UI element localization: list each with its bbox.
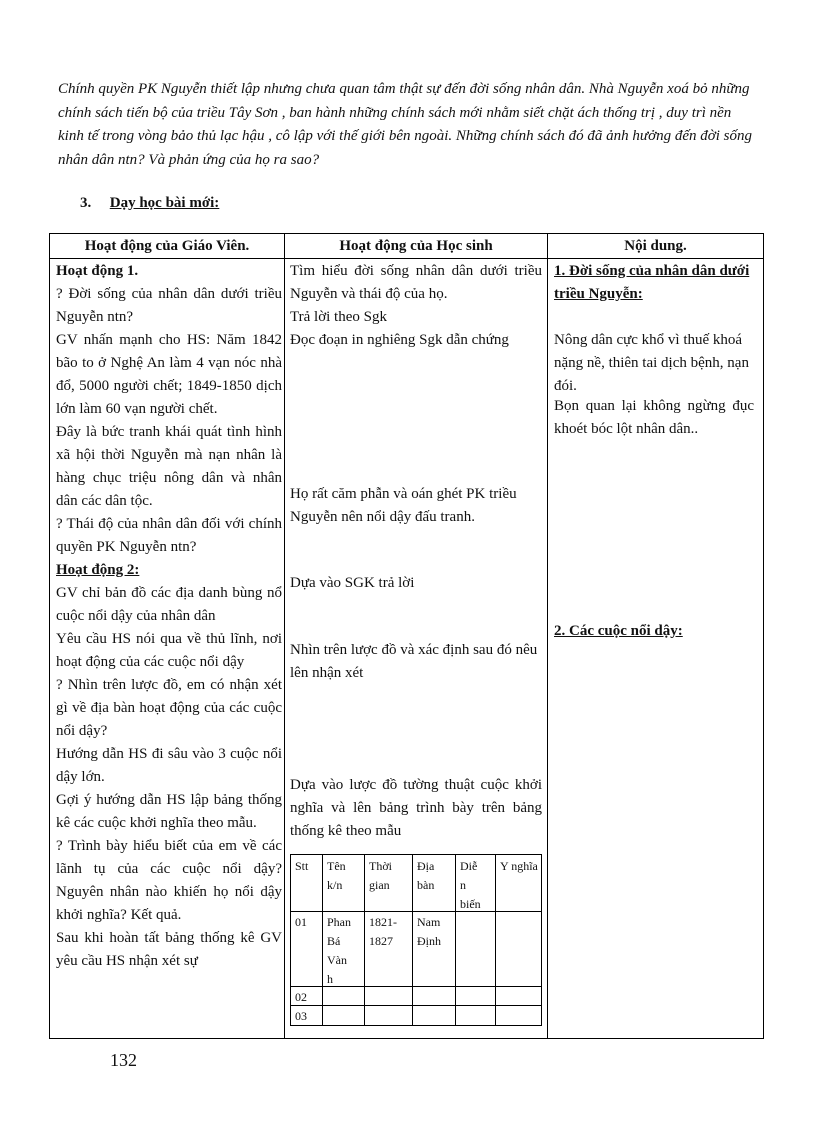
lesson-table — [49, 233, 764, 1039]
content-heading-1: 1. Đời sống của nhân dân dưới triều Nguyễn: — [554, 263, 750, 302]
stats-cell: 03 — [295, 1009, 307, 1023]
teacher-text: ? Trình bày hiểu biết của em về các lãnh tụ của các cuộc nổi dậy? Nguyên nhân nào khiến họ nổi dậy khởi nghĩa? Kết quả. — [56, 838, 282, 923]
stats-cell: 1821-1827 — [369, 915, 397, 948]
activity-2-title: Hoạt động 2: — [56, 562, 140, 578]
stats-cell: Phan Bá Vàn h — [327, 915, 351, 986]
stats-col-divider — [495, 855, 496, 1025]
teacher-text: Gợi ý hướng dẫn HS lập bảng thống kê các cuộc khởi nghĩa theo mẫu. — [56, 792, 282, 831]
section-title: Dạy học bài mới: — [109, 195, 220, 211]
stats-header: Diễ n biến — [460, 859, 481, 911]
student-text: Dựa vào SGK trả lời — [290, 575, 415, 591]
content-heading-2: 2. Các cuộc nổi dậy: — [554, 623, 683, 639]
teacher-text: Đây là bức tranh khái quát tình hình xã hội thời Nguyễn mà nạn nhân là hàng chục triệu nông dân và nhân dân các dân tộc. — [56, 424, 282, 509]
content-text: Bọn quan lại không ngừng đục khoét bóc lột nhân dân.. — [554, 398, 754, 437]
stats-cell: Nam Định — [417, 915, 441, 948]
stats-row-divider — [291, 1005, 541, 1006]
intro-paragraph: Chính quyền PK Nguyễn thiết lập nhưng chưa quan tâm thật sự đến đời sống nhân dân. Nhà Nguyễn xoá bỏ những chính sách tiến bộ của triều Tây Sơn , ban hành những chính sách mới nhằm siết chặt ách thống trị , duy trì nền kinh tế trong vòng bảo thủ lạc hậu , cô lập với thế giới bên ngoài. Những chính sách đó đã ảnh hưởng đến đời sống nhân dân ntn? Và phản ứng của họ ra sao? — [58, 81, 753, 168]
student-text: Trả lời theo Sgk — [290, 309, 387, 325]
header-teacher: Hoạt động của Giáo Viên. — [50, 234, 284, 259]
stats-cell: 01 — [295, 915, 307, 929]
student-text: Dựa vào lược đồ tường thuật cuộc khởi nghĩa và lên bảng trình bày trên bảng thống kê theo mẫu — [290, 777, 542, 839]
stats-table — [290, 854, 542, 1026]
student-text: Tìm hiểu đời sống nhân dân dưới triều Nguyễn và thái độ của họ. — [290, 263, 542, 302]
header-student: Hoạt động của Học sinh — [285, 234, 547, 259]
page-number: 132 — [110, 1050, 137, 1070]
teacher-text: Sau khi hoàn tất bảng thống kê GV yêu cầu HS nhận xét sự — [56, 930, 282, 969]
content-text: Nông dân cực khổ vì thuế khoá nặng nề, thiên tai dịch bệnh, nạn đói. — [554, 332, 749, 394]
teacher-text: ? Nhìn trên lược đồ, em có nhận xét gì về địa bàn hoạt động của các cuộc nổi dậy? — [56, 677, 282, 739]
teacher-text: GV nhấn mạnh cho HS: Năm 1842 bão to ở Nghệ An làm 4 vạn nóc nhà đổ, 5000 người chết; 1849-1850 dịch lớn làm 60 vạn người chết. — [56, 332, 282, 417]
stats-header: Địa bàn — [417, 859, 435, 892]
stats-header: Y nghĩa — [500, 859, 538, 873]
column-divider — [284, 234, 285, 1038]
teacher-text: Yêu cầu HS nói qua về thủ lĩnh, nơi hoạt động của các cuộc nổi dậy — [56, 631, 282, 670]
section-heading — [80, 195, 219, 212]
section-number: 3. — [80, 195, 92, 211]
stats-header: Tên k/n — [327, 859, 346, 892]
stats-header: Stt — [295, 859, 309, 873]
column-divider — [547, 234, 548, 1038]
teacher-text: ? Đời sống của nhân dân dưới triều Nguyễn ntn? — [56, 286, 282, 325]
teacher-text: ? Thái độ của nhân dân đối với chính quyền PK Nguyễn ntn? — [56, 516, 282, 555]
student-text: Đọc đoạn in nghiêng Sgk dẫn chứng — [290, 332, 509, 348]
stats-header: Thời gian — [369, 859, 393, 892]
teacher-text: Hướng dẫn HS đi sâu vào 3 cuộc nổi dậy lớn. — [56, 746, 282, 785]
header-content: Nội dung. — [548, 234, 763, 259]
teacher-column — [56, 260, 282, 973]
student-text: Nhìn trên lược đồ và xác định sau đó nêu lên nhận xét — [290, 642, 538, 681]
activity-1-title: Hoạt động 1. — [56, 263, 139, 279]
stats-cell: 02 — [295, 990, 307, 1004]
student-text: Họ rất căm phẫn và oán ghét PK triều Nguyễn nên nổi dậy đấu tranh. — [290, 486, 517, 525]
teacher-text: GV chỉ bản đồ các địa danh bùng nổ cuộc nổi dậy của nhân dân — [56, 585, 282, 624]
